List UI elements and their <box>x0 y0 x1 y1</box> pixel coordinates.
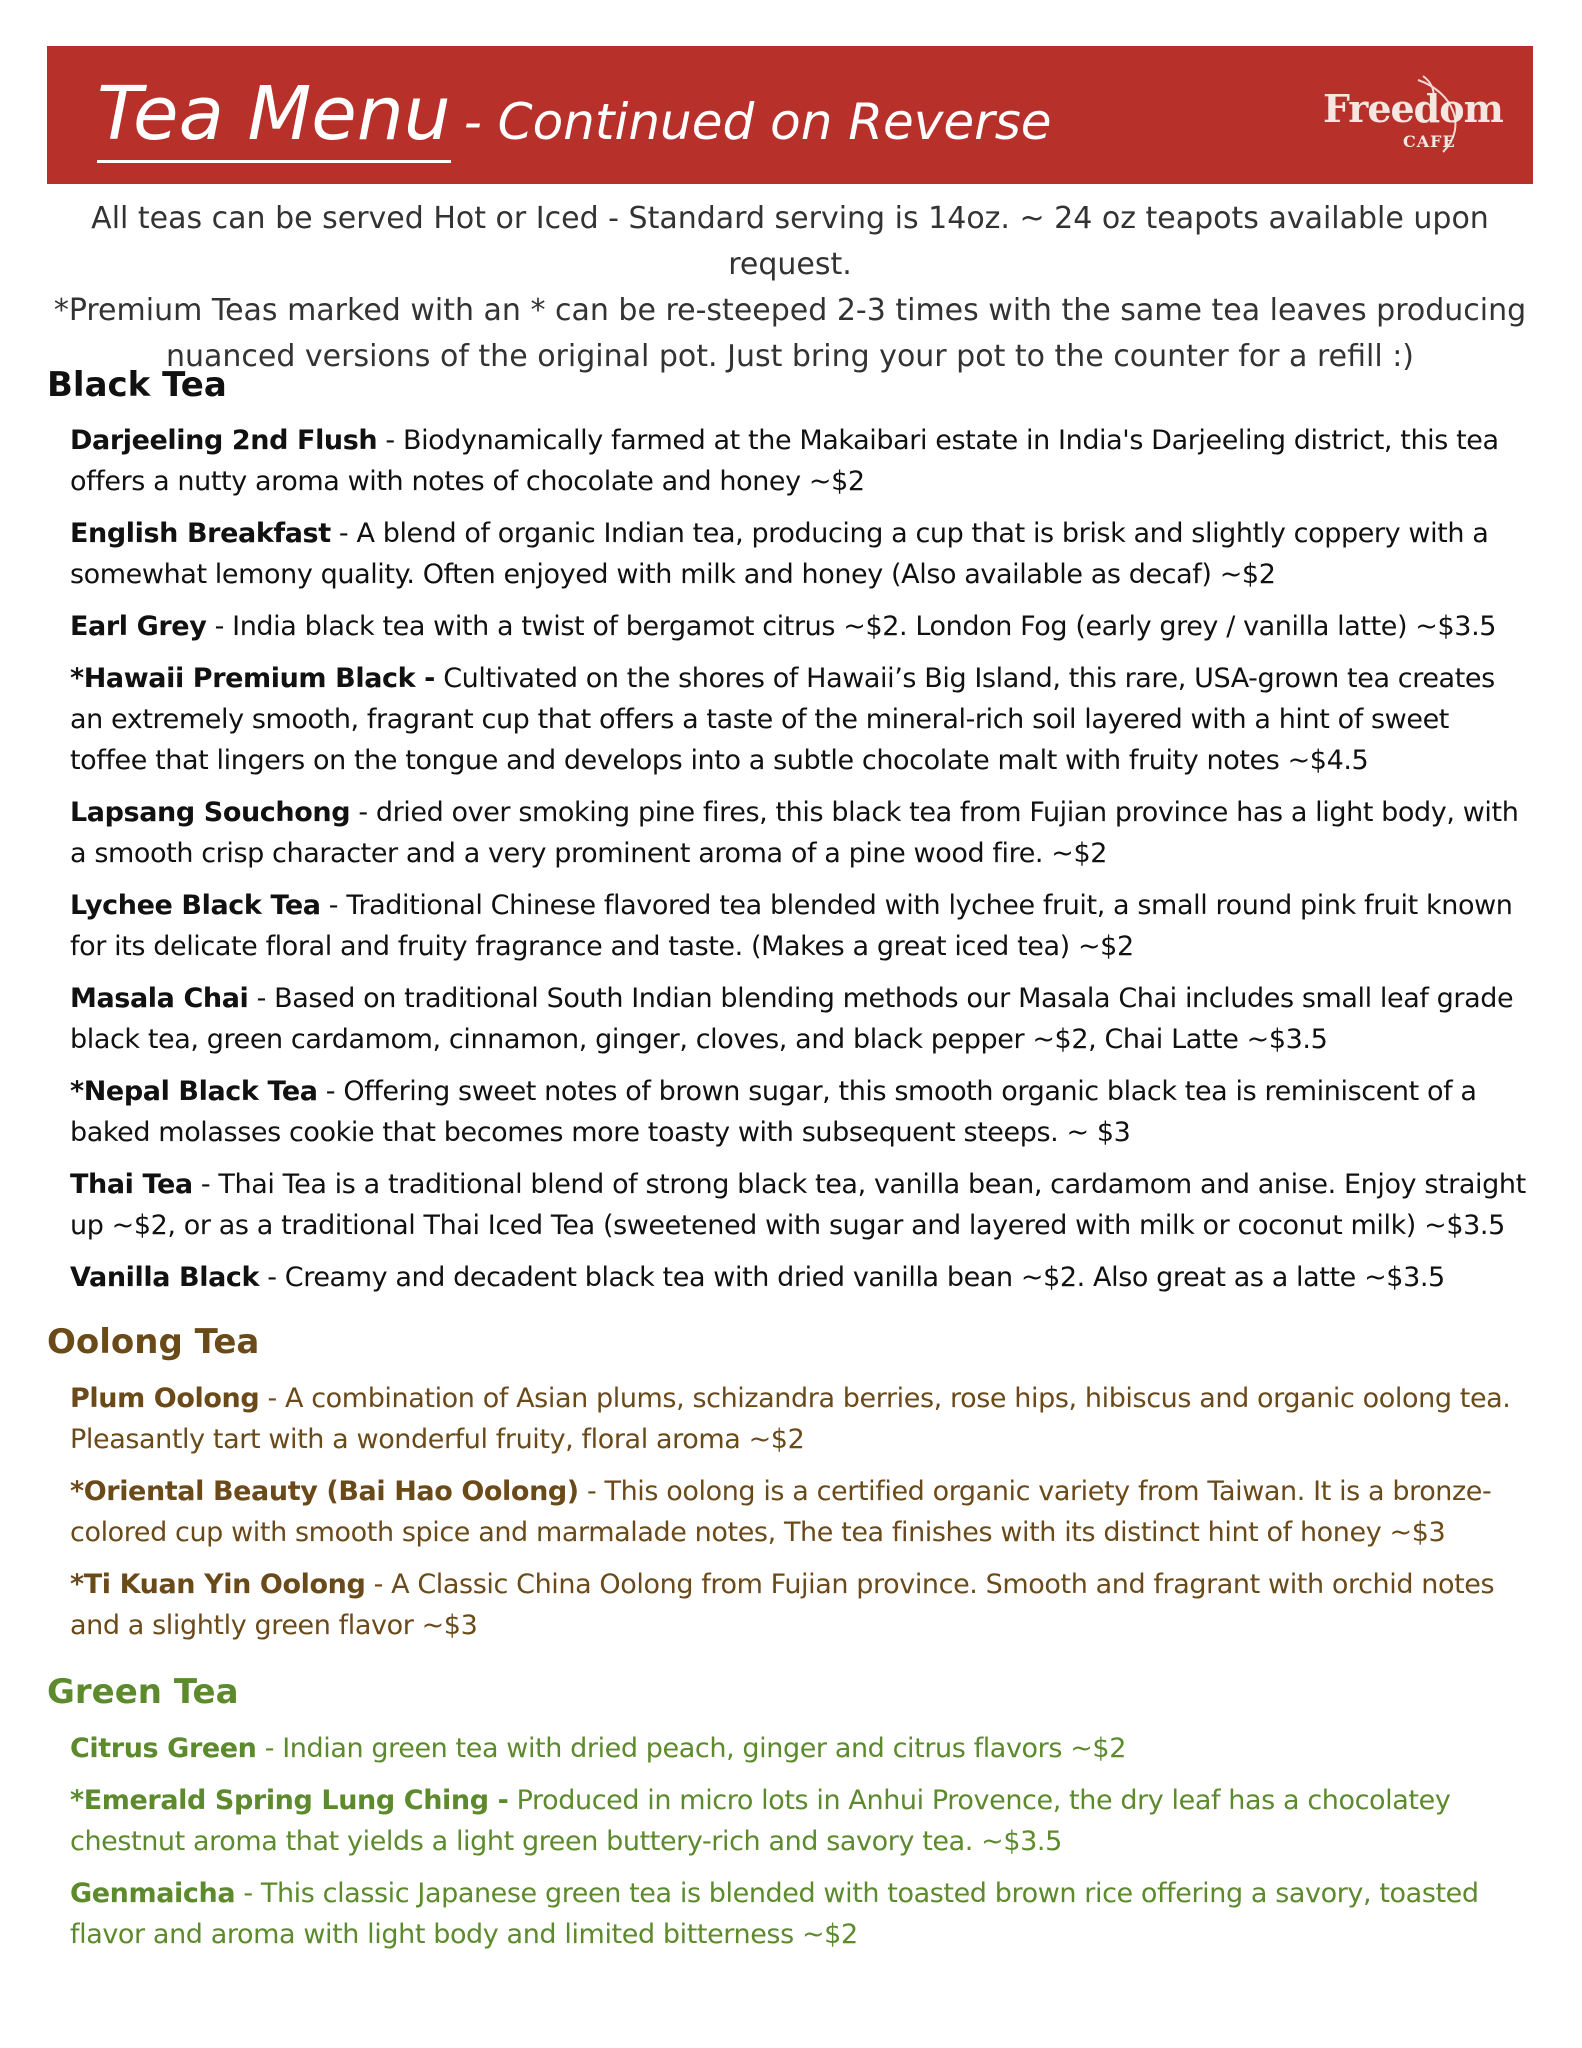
item-desc: - Indian green tea with dried peach, ginger and citrus flavors ~$2 <box>264 1733 1126 1764</box>
list-item <box>70 1564 1530 1646</box>
item-name: Vanilla Black <box>70 1262 260 1293</box>
item-desc: - Creamy and decadent black tea with dried vanilla bean ~$2. Also great as a latte ~$3.5 <box>267 1262 1445 1293</box>
item-name: Earl Grey <box>70 611 207 642</box>
item-desc: - A blend of organic Indian tea, producing a cup that is brisk and slightly coppery with a somewhat lemony quality. Often enjoyed with milk and honey (Also available as decaf) ~$2 <box>70 518 1489 590</box>
section-title-oolong-tea: Oolong Tea <box>47 1322 260 1362</box>
list-item <box>70 1257 1530 1298</box>
item-desc: - Based on traditional South Indian blending methods our Masala Chai includes small leaf grade black tea, green cardamom, cinnamon, ginger, cloves, and black pepper ~$2, Chai Latte ~$3.5 <box>70 983 1514 1055</box>
item-name: Lychee Black Tea <box>70 890 321 921</box>
item-name: *Nepal Black Tea <box>70 1076 318 1107</box>
intro-notes <box>47 196 1533 380</box>
list-item <box>70 658 1530 781</box>
menu-title: Tea Menu <box>97 68 451 163</box>
item-desc: - Offering sweet notes of brown sugar, this smooth organic black tea is reminiscent of a baked molasses cookie that becomes more toasty with subsequent steeps. ~ $3 <box>70 1076 1477 1148</box>
item-name: Lapsang Souchong <box>70 797 351 828</box>
item-name: Citrus Green <box>70 1733 257 1764</box>
item-desc: - Biodynamically farmed at the Makaibari estate in India's Darjeeling district, this tea offers a nutty aroma with notes of chocolate and honey ~$2 <box>70 425 1499 497</box>
freedom-cafe-logo <box>1323 72 1503 162</box>
item-name: Thai Tea <box>70 1169 193 1200</box>
item-name: Plum Oolong <box>70 1383 260 1414</box>
black-tea-list <box>70 420 1530 1309</box>
list-item <box>70 513 1530 595</box>
item-name: *Hawaii Premium Black - <box>70 663 435 694</box>
green-tea-list <box>70 1728 1530 1966</box>
premium-note: *Premium Teas marked with an * can be re-steeped 2-3 times with the same tea leaves producing nuanced versions of the original pot. Just bring your pot to the counter for a refill :) <box>53 293 1527 374</box>
item-desc: Cultivated on the shores of Hawaii’s Big Island, this rare, USA-grown tea creates an extremely smooth, fragrant cup that offers a taste of the mineral-rich soil layered with a hint of sweet toffee that lingers on the tongue and develops into a subtle chocolate malt with fruity notes ~$4.5 <box>70 663 1495 776</box>
section-title-green-tea: Green Tea <box>47 1672 239 1712</box>
list-item <box>70 1471 1530 1553</box>
item-desc: - Traditional Chinese flavored tea blended with lychee fruit, a small round pink fruit known for its delicate floral and fruity fragrance and taste. (Makes a great iced tea) ~$2 <box>70 890 1513 962</box>
list-item <box>70 1378 1530 1460</box>
item-desc: - Thai Tea is a traditional blend of strong black tea, vanilla bean, cardamom and anise. Enjoy straight up ~$2, or as a traditional Thai Iced Tea (sweetened with sugar and layered with milk or coconut milk) ~$3.5 <box>70 1169 1526 1241</box>
list-item <box>70 1873 1530 1955</box>
logo-text: Freedom <box>1323 86 1503 131</box>
oolong-tea-list <box>70 1378 1530 1657</box>
item-name: Darjeeling 2nd Flush <box>70 425 378 456</box>
list-item <box>70 792 1530 874</box>
item-desc: - dried over smoking pine fires, this black tea from Fujian province has a light body, with a smooth crisp character and a very prominent aroma of a pine wood fire. ~$2 <box>70 797 1519 869</box>
item-desc: - A combination of Asian plums, schizandra berries, rose hips, hibiscus and organic oolong tea. Pleasantly tart with a wonderful fruity, floral aroma ~$2 <box>70 1383 1511 1455</box>
item-desc: Produced in micro lots in Anhui Provence, the dry leaf has a chocolatey chestnut aroma that yields a light green buttery-rich and savory tea. ~$3.5 <box>70 1785 1451 1857</box>
item-desc: - India black tea with a twist of bergamot citrus ~$2. London Fog (early grey / vanilla latte) ~$3.5 <box>214 611 1497 642</box>
item-name: English Breakfast <box>70 518 331 549</box>
header-banner <box>47 46 1533 184</box>
list-item <box>70 978 1530 1060</box>
item-name: *Ti Kuan Yin Oolong <box>70 1569 366 1600</box>
page-title <box>97 68 1052 163</box>
item-name: Masala Chai <box>70 983 249 1014</box>
list-item <box>70 885 1530 967</box>
list-item <box>70 606 1530 647</box>
item-name: Genmaicha <box>70 1878 236 1909</box>
logo-subtext: CAFE <box>1403 132 1456 151</box>
section-title-black-tea: Black Tea <box>47 365 227 405</box>
list-item <box>70 1728 1530 1769</box>
menu-subtitle: - Continued on Reverse <box>463 93 1052 151</box>
list-item <box>70 420 1530 502</box>
item-desc: - This oolong is a certified organic variety from Taiwan. It is a bronze-colored cup with smooth spice and marmalade notes, The tea finishes with its distinct hint of honey ~$3 <box>70 1476 1492 1548</box>
item-desc: - This classic Japanese green tea is blended with toasted brown rice offering a savory, toasted flavor and aroma with light body and limited bitterness ~$2 <box>70 1878 1479 1950</box>
list-item <box>70 1164 1530 1246</box>
list-item <box>70 1780 1530 1862</box>
serving-note: All teas can be served Hot or Iced - Standard serving is 14oz. ~ 24 oz teapots available upon request. <box>91 201 1489 282</box>
item-desc: - A Classic China Oolong from Fujian province. Smooth and fragrant with orchid notes and a slightly green flavor ~$3 <box>70 1569 1495 1641</box>
item-name: *Oriental Beauty (Bai Hao Oolong) <box>70 1476 579 1507</box>
item-name: *Emerald Spring Lung Ching - <box>70 1785 509 1816</box>
list-item <box>70 1071 1530 1153</box>
